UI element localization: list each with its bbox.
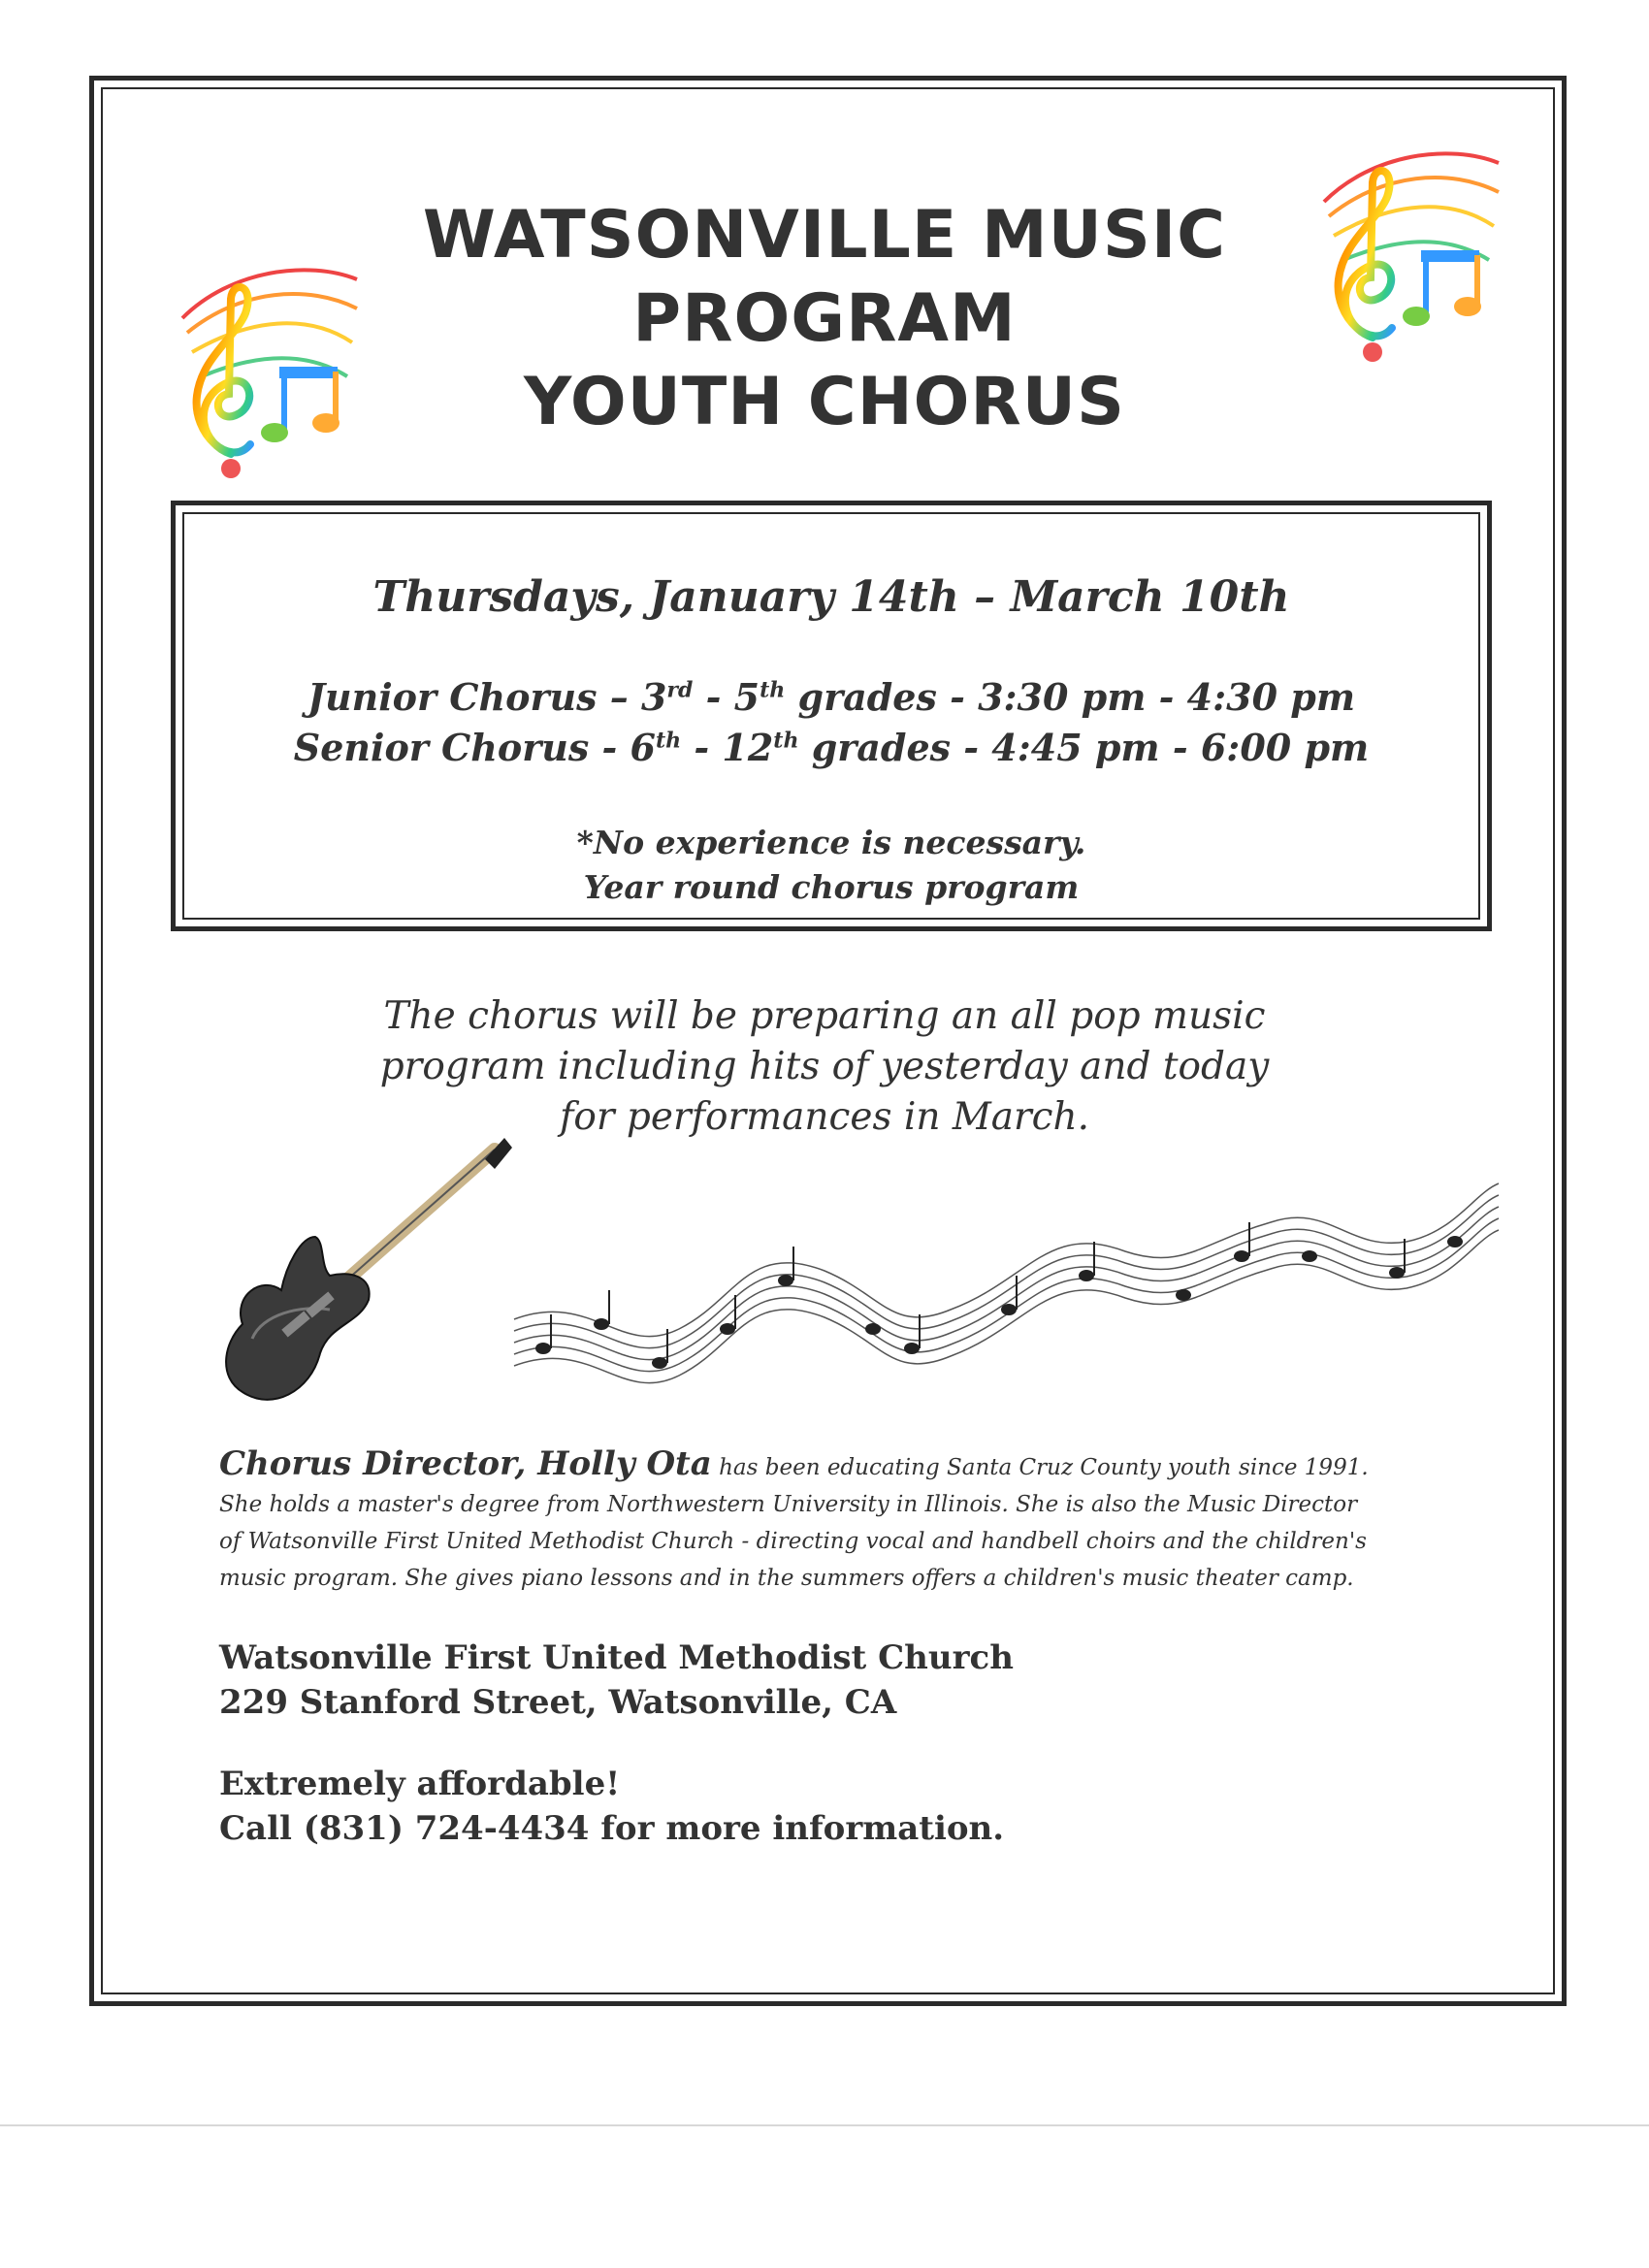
street-address: 229 Stanford Street, Watsonville, CA	[219, 1683, 897, 1722]
call-to-action	[219, 1762, 1004, 1851]
session-name: Senior Chorus -	[293, 726, 630, 769]
note-line: *No experience is necessary.	[576, 824, 1086, 861]
senior-chorus-line	[182, 726, 1480, 769]
title-line: YOUTH CHORUS	[524, 364, 1125, 440]
grade-end: 12	[722, 726, 774, 769]
music-staff-icon	[504, 1164, 1504, 1397]
ordinal-suffix: th	[656, 728, 682, 754]
description-line: program including hits of yesterday and today	[379, 1045, 1270, 1088]
bio-line: of Watsonville First United Methodist Church - directing vocal and handbell choirs and the children's	[219, 1529, 1367, 1554]
separator: -	[693, 675, 734, 719]
phone-info: Call (831) 724-4434 for more information.	[219, 1809, 1005, 1848]
description-line: The chorus will be preparing an all pop music	[383, 994, 1266, 1038]
electric-guitar-icon	[213, 1130, 514, 1411]
ordinal-suffix: th	[760, 677, 786, 703]
bio-text: has been educating Santa Cruz County youth since 1991.	[711, 1455, 1369, 1480]
ordinal-suffix: th	[773, 728, 799, 754]
program-description	[320, 991, 1329, 1143]
description-line: for performances in March.	[559, 1095, 1090, 1139]
bio-line	[219, 1445, 1480, 1486]
director-name: Chorus Director, Holly Ota	[219, 1444, 712, 1483]
bio-line: music program. She gives piano lessons and in the summers offers a children's music theater camp.	[219, 1566, 1354, 1591]
grade-end: 5	[733, 675, 760, 719]
title-line: WATSONVILLE MUSIC	[422, 197, 1227, 274]
divider	[0, 2124, 1649, 2126]
session-times: grades - 4:45 pm - 6:00 pm	[798, 726, 1370, 769]
schedule-dates: Thursdays, January 14th – March 10th	[372, 572, 1290, 622]
separator: -	[681, 726, 723, 769]
director-bio	[219, 1445, 1480, 1597]
treble-clef-icon	[1305, 144, 1508, 367]
junior-chorus-line	[182, 675, 1480, 719]
session-times: grades - 3:30 pm - 4:30 pm	[785, 675, 1356, 719]
page-title	[320, 194, 1329, 444]
title-line: PROGRAM	[632, 280, 1017, 357]
session-name: Junior Chorus –	[307, 675, 641, 719]
church-name: Watsonville First United Methodist Church	[219, 1638, 1014, 1677]
note-line: Year round chorus program	[583, 868, 1080, 906]
grade-start: 3	[640, 675, 667, 719]
grade-start: 6	[630, 726, 656, 769]
schedule-note	[182, 821, 1480, 910]
ordinal-suffix: rd	[666, 677, 694, 703]
bio-line: She holds a master's degree from Northwestern University in Illinois. She is also the Music Director	[219, 1492, 1358, 1517]
affordable-text: Extremely affordable!	[219, 1765, 621, 1803]
church-address	[219, 1636, 1014, 1725]
